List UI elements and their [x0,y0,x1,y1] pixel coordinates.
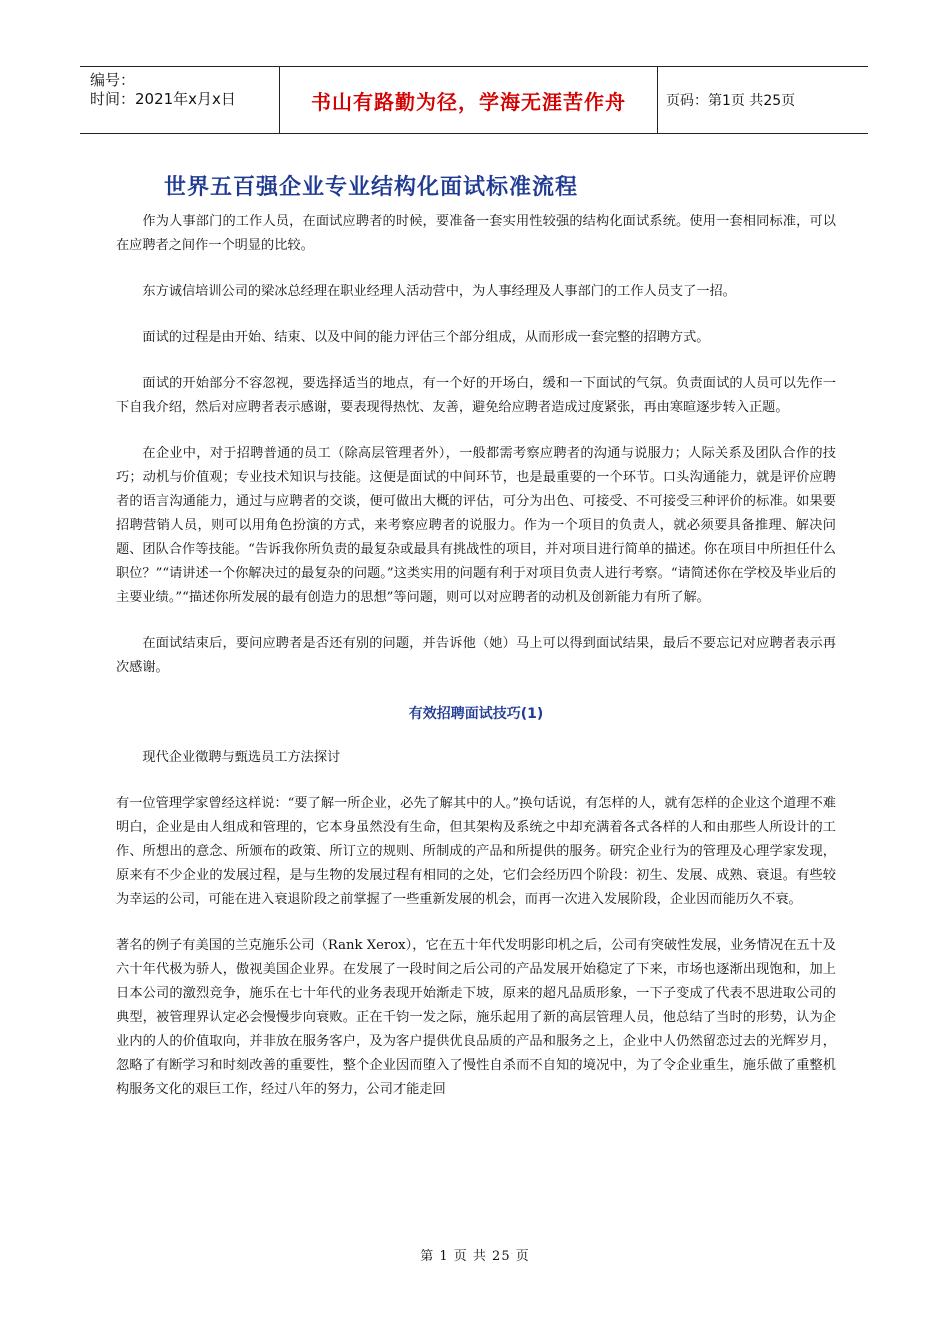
paragraph: 在面试结束后，要问应聘者是否还有别的问题，并告诉他（她）马上可以得到面试结果，最后不要忘记对应聘者表示再次感谢。 [116,636,836,675]
paragraph: 面试的过程是由开始、结束、以及中间的能力评估三个部分组成，从而形成一套完整的招聘方式。 [142,330,710,345]
paragraph: 有一位管理学家曾经这样说：“要了解一所企业，必先了解其中的人。”换句话说，有怎样的人，就有怎样的企业这个道理不难明白，企业是由人组成和管理的，它本身虽然没有生命，但其架构及系统之中却充满着各式各样的人和由那些人所设计的工作、所想出的意念、所颁布的政策、所订立的规则、所制成的产品和所提供的服务。研究企业行为的管理及心理学家发现，原来有不少企业的发展过程，是与生物的发展过程有相同的之处，它们会经历四个阶段：初生、发展、成熟、衰退。有些较为幸运的公司，可能在进入衰退阶段之前掌握了一些重新发展的机会，而再一次进入发展阶段，企业因而能历久不衰。 [116,796,836,907]
paragraph: 面试的开始部分不容忽视，要选择适当的地点，有一个好的开场白，缓和一下面试的气氛。负责面试的人员可以先作一下自我介绍，然后对应聘者表示感谢，要表现得热忱、友善，避免给应聘者造成过度紧张，再由寒暄逐步转入正题。 [116,376,836,415]
paragraph: 东方诚信培训公司的梁冰总经理在职业经理人活动营中，为人事经理及人事部门的工作人员支了一招。 [142,284,736,299]
paragraph: 作为人事部门的工作人员，在面试应聘者的时候，要准备一套实用性较强的结构化面试系统。使用一套相同标准，可以在应聘者之间作一个明显的比较。 [116,214,836,253]
paragraph: 在企业中，对于招聘普通的员工（除高层管理者外），一般都需考察应聘者的沟通与说服力；人际关系及团队合作的技巧；动机与价值观；专业技术知识与技能。这便是面试的中间环节，也是最重要的一个环节。口头沟通能力，就是评价应聘者的语言沟通能力，通过与应聘者的交谈，便可做出大概的评估，可分为出色、可接受、不可接受三种评价的标准。如果要招聘营销人员，则可以用角色扮演的方式，来考察应聘者的说服力。作为一个项目的负责人，就必须要具备推理、解决问题、团队合作等技能。“告诉我你所负责的最复杂或最具有挑战性的项目，并对项目进行简单的描述。你在项目中所担任什么职位？”“请讲述一个你解决过的最复杂的问题。”这类实用的问题有利于对项目负责人进行考察。“请简述你在学校及毕业后的主要业绩。”“描述你所发展的最有创造力的思想”等问题，则可以对应聘者的动机及创新能力有所了解。 [116,446,836,605]
header-page-info: 页码：第1页 共25页 [666,93,796,109]
document-title: 世界五百强企业专业结构化面试标准流程 [164,175,579,200]
page-footer: 第 1 页 共 25 页 [420,1249,530,1264]
paragraph: 著名的例子有美国的兰克施乐公司（Rank Xerox），它在五十年代发明影印机之后，公司有突破性发展，业务情况在五十及六十年代极为骄人，傲视美国企业界。在发展了一段时间之后公司的产品发展开始稳定了下来，市场也逐渐出现饱和，加上日本公司的激烈竞争，施乐在七十年代的业务表现开始渐走下坡，原来的超凡品质形象，一下子变成了代表不思进取公司的典型，被管理界认定必会慢慢步向衰败。正在千钧一发之际，施乐起用了新的高层管理人员，他总结了当时的形势，认为企业内的人的价值取向，并非放在服务客户，及为客户提供优良品质的产品和服务之上，企业中人仍然留恋过去的光辉岁月，忽略了有断学习和时刻改善的重要性，整个企业因而堕入了慢性自杀而不自知的境况中，为了令企业重生，施乐做了重整机构服务文化的艰巨工作，经过八年的努力，公司才能走回 [116,938,836,1097]
doc-number-label: 编号： [90,71,136,89]
header-meta [80,67,280,133]
page-header [80,66,868,134]
section-subtitle: 现代企业徵聘与甄选员工方法探讨 [142,750,341,765]
header-motto: 书山有路勤为径，学海无涯苦作舟 [280,67,658,133]
document-body [116,210,836,1124]
section-heading: 有效招聘面试技巧(1) [408,706,544,722]
doc-time-label: 时间：2021年x月x日 [90,90,236,108]
